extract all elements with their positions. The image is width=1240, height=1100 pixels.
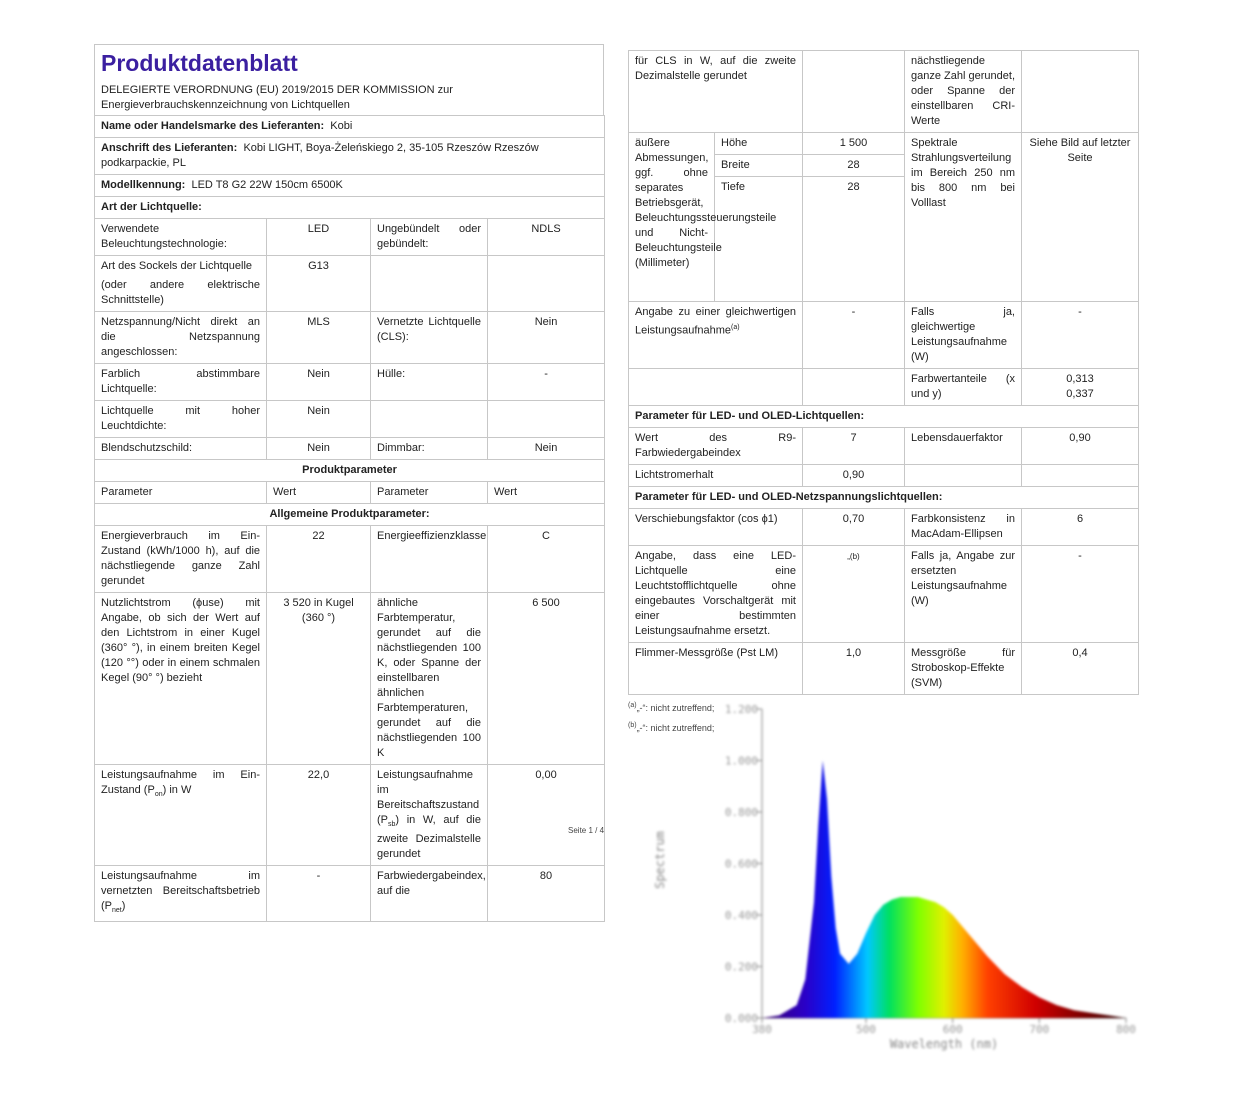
param-label: Lebensdauerfaktor [905,428,1022,465]
led-params-heading: Parameter für LED- und OLED-Lichtquellen: [629,406,1139,428]
table-row [95,312,605,364]
table-row [629,546,1139,643]
label-part: Leistungsaufnahme im Bereitschaftszustand (P [377,769,480,826]
param-label: Verschiebungsfaktor (cos ϕ1) [629,509,803,546]
socket-label: Art des Sockels der Lichtquelle [101,260,253,272]
param-label: Angabe, dass eine LED-Lichtquelle eine Leuchtstofflichtquelle ohne eingebautes Vorschaltgerät mit einer bestimmten Leistungsaufnahme ersetzt. [629,546,803,643]
model-label: Modellkennung: [101,179,186,191]
param-value [1022,51,1139,133]
x-tick-label: 380 [752,1023,772,1036]
param-label: für CLS in W, auf die zweite Dezimalstelle gerundet [629,51,803,133]
footnote-mark: (b) [628,722,637,729]
right-column [628,50,1138,737]
label-part: Leistungsaufnahme im Ein-Zustand (P [101,769,260,796]
param-value: 0,90 [803,465,905,487]
param-value: - [1022,302,1139,369]
param-value: 0,70 [803,509,905,546]
param-value: 1,0 [803,643,905,695]
param-label: Farbwertanteile (x und y) [905,369,1022,406]
label-subscript: on [154,791,163,799]
footnote-text: „-“: nicht zutreffend; [636,723,715,733]
param-value [488,401,605,438]
product-params-heading-row [95,460,605,482]
param-value: Nein [267,438,371,460]
dimension-value: 28 [803,177,905,302]
model-row [95,175,605,197]
spectrum-area [762,761,1126,1019]
param-value: 0,00 [488,765,605,866]
table-row [629,465,1139,487]
supplier-address-label: Anschrift des Lieferanten: [101,142,238,154]
label-part: ) [121,900,126,913]
param-label [95,256,267,312]
footnote-mark: (a) [731,324,740,331]
param-value: „(b) [803,546,905,643]
param-value [1022,465,1139,487]
param-value: MLS [267,312,371,364]
title-box [94,44,604,115]
table-row [95,526,605,593]
param-label [371,765,488,866]
supplier-name: Kobi [330,120,353,132]
supplier-address-row [95,138,605,175]
supplier-name-label: Name oder Handelsmarke des Lieferanten: [101,120,325,132]
chromaticity-x: 0,313 [1066,373,1094,385]
general-params-heading: Allgemeine Produktparameter: [95,504,605,526]
param-label: Verwendete Beleuchtungstechnologie: [95,219,267,256]
param-label [371,401,488,438]
param-label: Falls ja, Angabe zur ersetzten Leistungsaufnahme (W) [905,546,1022,643]
param-value: - [488,364,605,401]
param-value: - [803,302,905,369]
y-tick-label: 0.200 [724,960,758,974]
x-tick-label: 800 [1116,1023,1136,1036]
param-label: Dimmbar: [371,438,488,460]
param-label: Hülle: [371,364,488,401]
param-label: ähnliche Farbtemperatur, gerundet auf die nächstliegenden 100 K, oder Spanne der einstellbaren ähnlichen Farbtemperaturen, gerundet auf die nächstliegenden 100 K [371,593,488,765]
table-row [629,302,1139,369]
y-tick-label: 0.800 [724,806,758,819]
column-header: Wert [488,482,605,504]
chart-ylabel: Spectrum [653,831,667,889]
table-row [95,401,605,438]
param-label: Netzspannung/Nicht direkt an die Netzspannung angeschlossen: [95,312,267,364]
param-label: nächstliegende ganze Zahl gerundet, oder Spanne der einstellbaren CRI-Werte [905,51,1022,133]
dimension-name: Breite [715,155,803,177]
table-row [95,438,605,460]
supplier-name-row [95,116,605,138]
param-label: Flimmer-Messgröße (Pst LM) [629,643,803,695]
footnote-mark: (a) [628,702,637,709]
param-value: - [1022,546,1139,643]
param-value: Nein [488,438,605,460]
table-row [629,51,1139,133]
param-value [1022,369,1139,406]
param-label: Vernetzte Lichtquelle (CLS): [371,312,488,364]
dimension-value: 28 [803,155,905,177]
socket-label-note: (oder andere elektrische Schnittstelle) [101,279,260,306]
mains-heading-row [629,487,1139,509]
label-part: ) in W [162,784,192,796]
label-part: Leistungsaufnahme im vernetzten Bereitschaftsbetrieb (P [101,870,260,913]
footnote-text: „-“: nicht zutreffend; [636,703,715,713]
column-header: Wert [267,482,371,504]
label-part: ) in W, auf die zweite Dezimalstelle gerundet [377,814,481,861]
param-label: Falls ja, gleichwertige Leistungsaufnahme (W) [905,302,1022,369]
type-heading-row [95,197,605,219]
led-heading-row [629,406,1139,428]
param-value [803,369,905,406]
param-label: Spektrale Strahlungsverteilung im Bereich 250 nm bis 800 nm bei Volllast [905,133,1022,302]
product-params-heading: Produktparameter [95,460,605,482]
table-row [629,428,1139,465]
param-value: - [267,866,371,922]
param-value: 0,4 [1022,643,1139,695]
dimensions-row [629,133,1139,155]
dimension-name: Tiefe [715,177,803,302]
label-part: Angabe zu einer gleichwertigen Leistungsaufnahme [635,306,796,337]
table-row [95,593,605,765]
chromaticity-y: 0,337 [1066,388,1094,400]
dimensions-label: äußere Abmessungen, ggf. ohne separates Betriebsgerät, Beleuchtungssteuerungsteile und Nicht-Beleuchtungsteile (Millimeter) [629,133,715,302]
table-row [95,256,605,312]
param-label [95,765,267,866]
param-label: Messgröße für Stroboskop-Effekte (SVM) [905,643,1022,695]
param-value: Nein [267,401,371,438]
chart-xlabel: Wavelength (nm) [889,1037,999,1051]
param-value [488,256,605,312]
param-value: 6 500 [488,593,605,765]
y-tick-label: 1.200 [724,703,758,716]
x-tick-label: 600 [942,1023,963,1036]
y-tick-label: 0.600 [724,857,758,871]
param-label [629,302,803,369]
param-value: Nein [267,364,371,401]
y-tick-label: 1.000 [724,754,758,768]
label-subscript: sb [388,821,396,829]
supplier-address: Kobi LIGHT, Boya-Żeleńskiego 2, 35-105 Rzeszów Rzeszów podkarpackie, PL [101,142,539,169]
left-table [94,115,605,922]
y-tick-label: 0.400 [724,909,758,922]
left-column [94,44,604,922]
param-value [803,51,905,133]
param-value: Nein [488,312,605,364]
param-label [371,256,488,312]
param-label: Farbwiedergabeindex, auf die [371,866,488,922]
param-value: LED [267,219,371,256]
param-value: G13 [267,256,371,312]
param-label: Energieeffizienzklasse [371,526,488,593]
page-number: Seite 1 / 4 [568,826,605,835]
table-row [629,509,1139,546]
param-label [629,369,803,406]
table-row [95,866,605,922]
y-tick-label: 0.000 [724,1012,758,1025]
table-row [95,765,605,866]
param-label: Lichtquelle mit hoher Leuchtdichte: [95,401,267,438]
param-value: Siehe Bild auf letzter Seite [1022,133,1139,302]
regulation-text: DELEGIERTE VERORDNUNG (EU) 2019/2015 DER KOMMISSION zur Energieverbrauchskennzeichnung von Lichtquellen [101,84,453,111]
column-header: Parameter [371,482,488,504]
param-value: NDLS [488,219,605,256]
param-label [95,866,267,922]
label-subscript: net [112,907,122,915]
mains-params-heading: Parameter für LED- und OLED-Netzspannungslichtquellen: [629,487,1139,509]
param-label: Ungebündelt oder gebündelt: [371,219,488,256]
param-label: Nutzlichtstrom (ϕuse) mit Angabe, ob sich der Wert auf den Lichtstrom in einer Kugel (360° °), in einem breiten Kegel (120 °°) oder in einem schmalen Kegel (90° °) bezieht [95,593,267,765]
param-label: Farblich abstimmbare Lichtquelle: [95,364,267,401]
dimension-name: Höhe [715,133,803,155]
param-value: 22 [267,526,371,593]
table-row [95,364,605,401]
param-value: 22,0 [267,765,371,866]
param-value: 0,90 [1022,428,1139,465]
param-value: 6 [1022,509,1139,546]
x-tick-label: 700 [1029,1023,1050,1036]
column-header: Parameter [95,482,267,504]
table-row [629,643,1139,695]
table-row [95,219,605,256]
param-label [905,465,1022,487]
page-title: Produktdatenblatt [101,50,298,76]
table-row [629,369,1139,406]
spectrum-chart [640,690,1140,1060]
param-value: C [488,526,605,593]
model-id: LED T8 G2 22W 150cm 6500K [191,179,343,191]
param-label: Farbkonsistenz in MacAdam-Ellipsen [905,509,1022,546]
light-source-type-heading: Art der Lichtquelle: [95,197,605,219]
right-table [628,50,1139,695]
param-value: 3 520 in Kugel (360 °) [267,593,371,765]
dimension-value: 1 500 [803,133,905,155]
param-label: Energieverbrauch im Ein-Zustand (kWh/1000 h), auf die nächstliegende ganze Zahl gerundet [95,526,267,593]
param-value: 80 [488,866,605,922]
param-label: Lichtstromerhalt [629,465,803,487]
param-value: 7 [803,428,905,465]
param-label: Wert des R9-Farbwiedergabeindex [629,428,803,465]
param-label: Blendschutzschild: [95,438,267,460]
x-tick-label: 500 [856,1023,876,1036]
general-params-heading-row [95,504,605,526]
column-header-row [95,482,605,504]
